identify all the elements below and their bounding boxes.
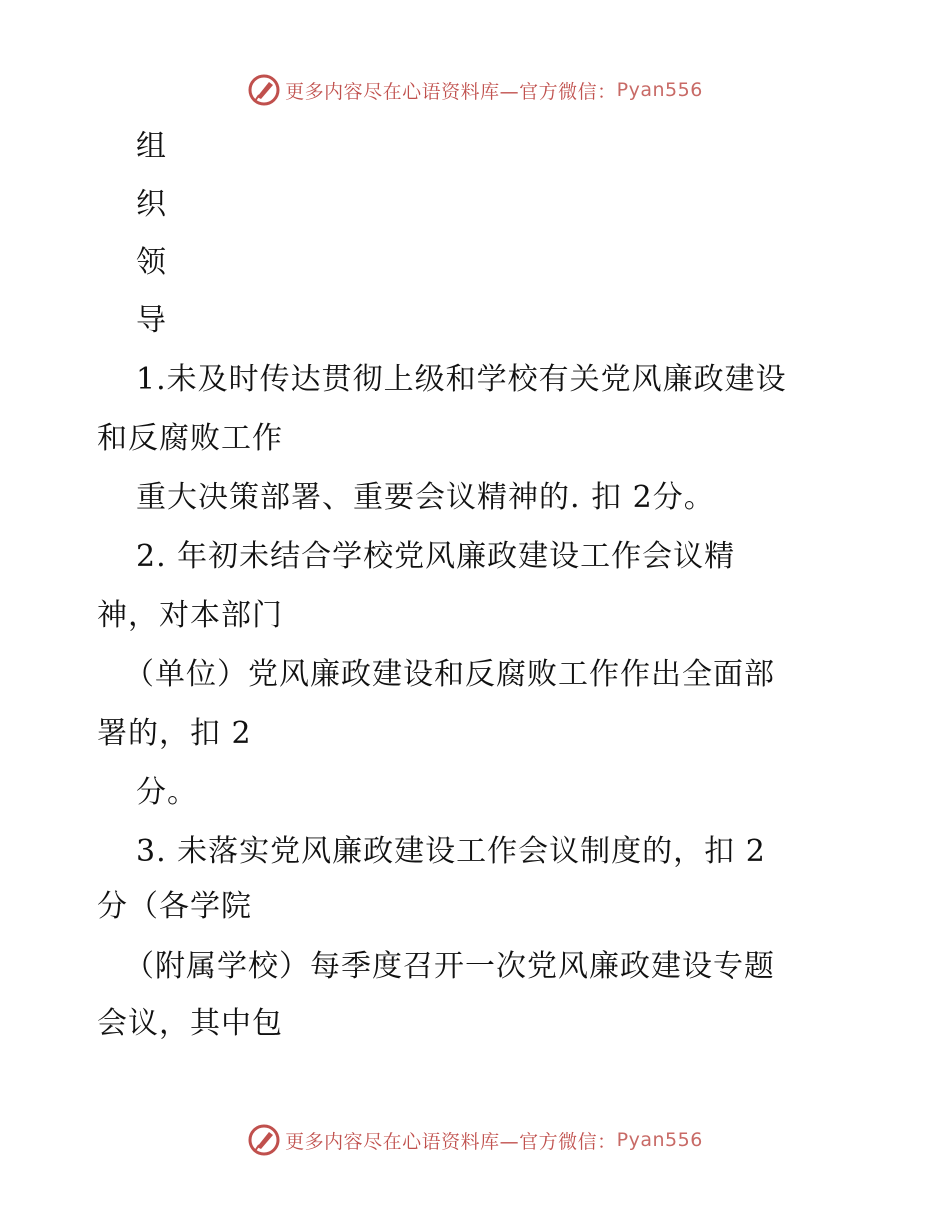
text-line: （单位）党风廉政建设和反腐败工作作出全面部 (124, 657, 775, 692)
text-line: 领 (136, 245, 167, 280)
header-watermark (0, 70, 950, 110)
watermark-handle: Pyan556 (616, 79, 703, 101)
feather-pen-logo-icon (247, 73, 281, 107)
text-line: 神，对本部门 (97, 598, 283, 633)
text-line: 署的，扣 2 (97, 716, 252, 751)
text-line: 重大决策部署、重要会议精神的. 扣 2分。 (136, 480, 715, 515)
text-line: 和反腐败工作 (97, 421, 283, 456)
text-line: 织 (136, 187, 167, 222)
watermark-text: 更多内容尽在心语资料库—官方微信： (285, 1130, 617, 1153)
text-line: 分（各学院 (97, 889, 252, 924)
text-line: （附属学校）每季度召开一次党风廉政建设专题 (124, 949, 775, 984)
feather-pen-logo-icon (247, 1123, 281, 1157)
text-line: 分。 (136, 775, 198, 810)
footer-watermark (0, 1120, 950, 1160)
text-line: 导 (136, 303, 167, 338)
text-line: 2. 年初未结合学校党风廉政建设工作会议精 (136, 539, 736, 574)
text-line: 1.未及时传达贯彻上级和学校有关党风廉政建设 (136, 362, 787, 397)
text-line: 会议，其中包 (97, 1006, 283, 1041)
watermark-text: 更多内容尽在心语资料库—官方微信： (285, 80, 617, 103)
text-line: 3. 未落实党风廉政建设工作会议制度的，扣 2 (136, 834, 766, 869)
watermark-handle: Pyan556 (616, 1129, 703, 1151)
text-line: 组 (136, 129, 167, 164)
